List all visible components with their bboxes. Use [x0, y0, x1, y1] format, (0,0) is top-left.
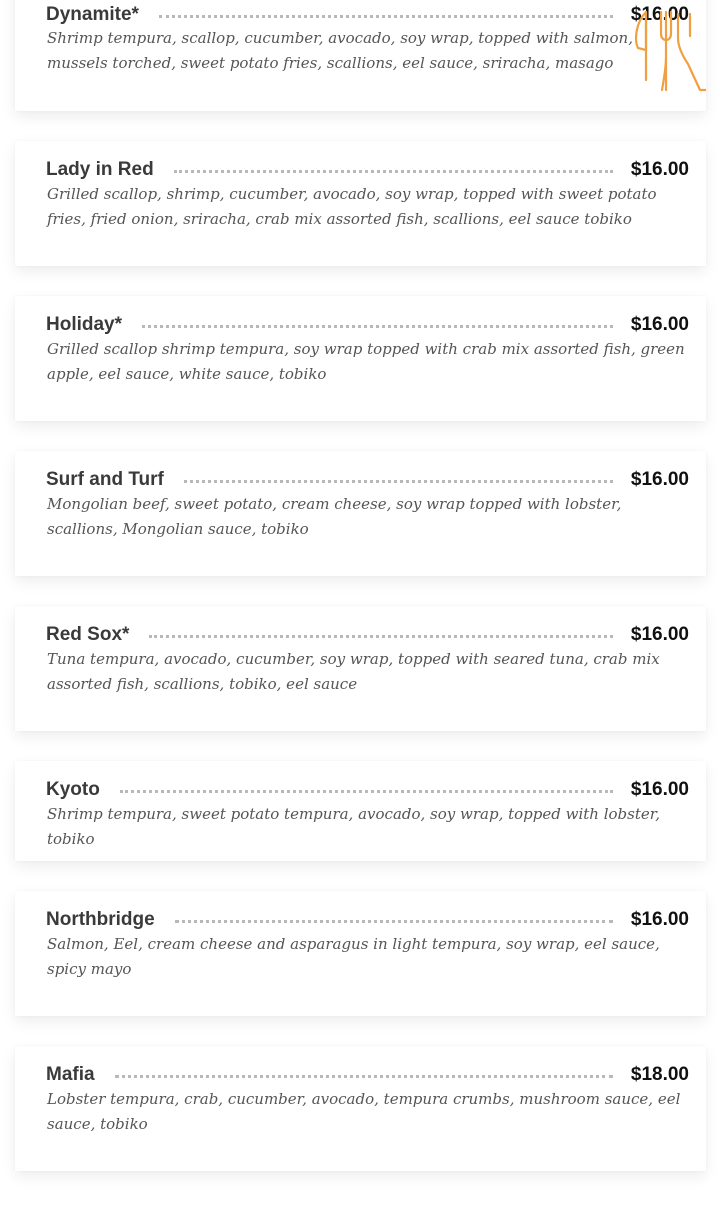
menu-item-price: $16.00: [630, 624, 689, 645]
menu-item-name: Holiday*: [46, 314, 123, 335]
menu-item-header: [46, 623, 689, 647]
dotted-leader: [174, 170, 613, 173]
menu-item-price: $16.00: [630, 779, 689, 800]
menu-item-header: [46, 908, 689, 932]
menu-item-name: Northbridge: [46, 909, 155, 930]
menu-item-header: [46, 313, 689, 337]
menu-item-description: Mongolian beef, sweet potato, cream cheese, soy wrap topped with lobster, scallions, Mongolian sauce, tobiko: [47, 495, 622, 538]
dotted-leader: [120, 790, 613, 793]
menu-item-price: $16.00: [630, 4, 689, 25]
menu-item-card: [15, 296, 706, 421]
menu-item-price: $18.00: [630, 1064, 689, 1085]
menu-item-name: Surf and Turf: [46, 469, 164, 490]
menu-item-card: [15, 451, 706, 576]
dotted-leader: [115, 1075, 613, 1078]
menu-item-price: $16.00: [630, 469, 689, 490]
menu-item-name: Mafia: [46, 1064, 95, 1085]
dotted-leader: [149, 635, 612, 638]
menu-item-description: Grilled scallop shrimp tempura, soy wrap topped with crab mix assorted fish, green apple, eel sauce, white sauce, tobiko: [47, 340, 685, 383]
menu-item-description: Shrimp tempura, sweet potato tempura, avocado, soy wrap, topped with lobster, tobiko: [47, 805, 661, 848]
menu-item-header: [46, 468, 689, 492]
menu-item-card: [15, 0, 706, 111]
menu-item-price: $16.00: [630, 159, 689, 180]
menu-item-price: $16.00: [630, 314, 689, 335]
menu-item-name: Red Sox*: [46, 624, 130, 645]
menu-item-header: [46, 778, 689, 802]
menu-item-header: [46, 1063, 689, 1087]
menu-item-name: Dynamite*: [46, 4, 139, 25]
menu-item-card: [15, 141, 706, 266]
menu-item-price: $16.00: [630, 909, 689, 930]
menu-item-description: Tuna tempura, avocado, cucumber, soy wrap, topped with seared tuna, crab mix assorted fish, scallions, tobiko, eel sauce: [47, 650, 660, 693]
menu-item-card: [15, 606, 706, 731]
menu-item-name: Kyoto: [46, 779, 100, 800]
menu-item-description: Grilled scallop, shrimp, cucumber, avocado, soy wrap, topped with sweet potato fries, fried onion, sriracha, crab mix assorted fish, scallions, eel sauce tobiko: [47, 185, 657, 228]
menu-item-name: Lady in Red: [46, 159, 154, 180]
menu-item-description: Lobster tempura, crab, cucumber, avocado, tempura crumbs, mushroom sauce, eel sauce, tobiko: [47, 1090, 681, 1133]
dotted-leader: [184, 480, 613, 483]
dotted-leader: [175, 920, 613, 923]
menu-item-card: [15, 761, 706, 861]
dotted-leader: [159, 15, 613, 18]
fork-knife-icon: [632, 8, 706, 98]
dotted-leader: [142, 325, 613, 328]
menu-item-header: [46, 158, 689, 182]
menu-item-description: Salmon, Eel, cream cheese and asparagus in light tempura, soy wrap, eel sauce, spicy mayo: [47, 935, 660, 978]
menu-item-card: [15, 891, 706, 1016]
menu-item-header: [46, 3, 689, 27]
menu-item-card: [15, 1046, 706, 1171]
menu-item-description: Shrimp tempura, scallop, cucumber, avocado, soy wrap, topped with salmon, mussels torched, sweet potato fries, scallions, eel sauce, sriracha, masago: [47, 29, 633, 72]
